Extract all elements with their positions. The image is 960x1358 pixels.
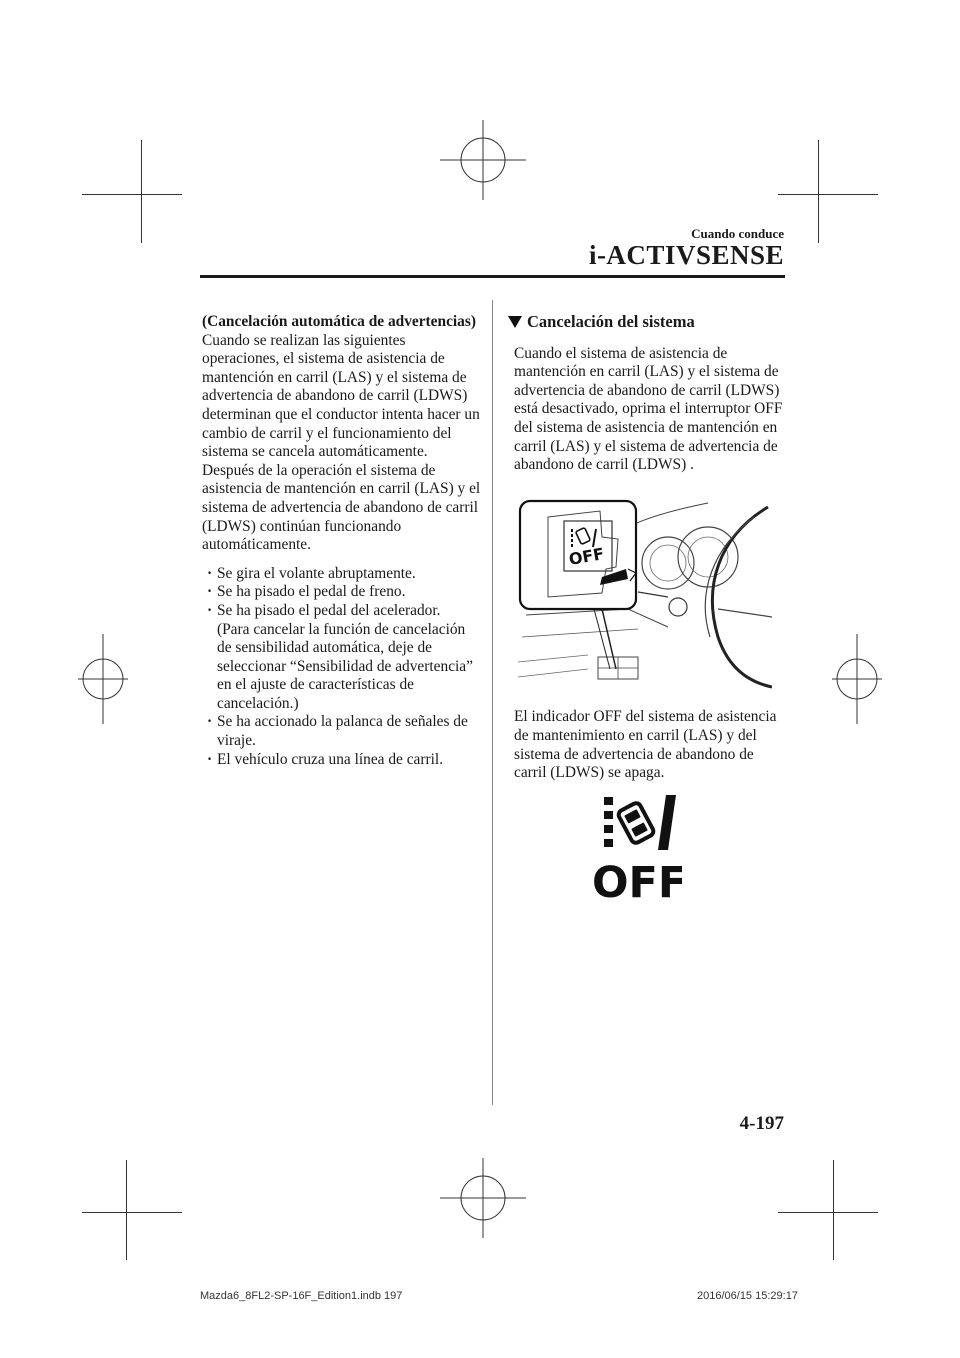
registration-mark-right — [832, 634, 882, 724]
list-item-note: (Para cancelar la función de cancelación de sensibilidad automática, deje de seleccionar “Sensibilidad de advertencia” en el ajuste de características de cancelación.) — [217, 620, 473, 712]
registration-mark-bottom — [440, 1158, 526, 1238]
list-item: · El vehículo cruza una línea de carril. — [206, 751, 482, 770]
list-item-text: Se ha pisado el pedal del acelerador. — [217, 601, 441, 619]
intro-paragraph: Cuando se realizan las siguientes operaciones, el sistema de asistencia de mantención en carril (LAS) y el sistema de advertencia de abandono de carril (LDWS) determinan que el conductor intenta hacer un cambio de carril y el funcionamiento del sistema se cancela automáticamente. Después de la operación el sistema de asistencia de mantención en carril (LAS) y el sistema de advertencia de abandono de carril (LDWS) continúan funcionando automáticamente. — [202, 331, 481, 554]
footer-file-info: Mazda6_8FL2-SP-16F_Edition1.indb 197 — [200, 1290, 403, 1302]
triangle-marker-icon — [508, 316, 522, 328]
lane-keep-off-indicator-icon — [586, 795, 682, 901]
subheading-auto-cancel: (Cancelación automática de advertencias) — [202, 313, 476, 330]
registration-mark-top — [440, 120, 526, 200]
column-divider — [492, 300, 493, 1105]
cancel-paragraph: Cuando el sistema de asistencia de mantención en carril (LAS) y el sistema de advertencia de abandono de carril (LDWS) está desactivado, oprima el interruptor OFF del sistema de asistencia de mantención en carril (LAS) y el sistema de advertencia de abandono de carril (LDWS) . — [514, 344, 783, 474]
list-item: · Se ha pisado el pedal de freno. — [206, 583, 482, 602]
header-rule — [200, 275, 785, 278]
list-item: · Se gira el volante abruptamente. — [206, 565, 482, 584]
indicator-paragraph: El indicador OFF del sistema de asistencia de mantenimiento en carril (LAS) y del sistema de advertencia de abandono de carril (LDWS) se apaga. — [514, 708, 777, 782]
registration-mark-left — [78, 634, 128, 724]
header-title: i-ACTIVSENSE — [588, 240, 784, 270]
dashboard-switch-illustration — [518, 497, 772, 691]
section-heading-text: Cancelación del sistema — [527, 312, 695, 331]
section-heading — [508, 313, 790, 332]
indicator-off-label: OFF — [592, 857, 682, 901]
operations-list — [206, 565, 482, 770]
page-number: 4-197 — [739, 1113, 784, 1134]
list-item — [206, 602, 482, 714]
header-section-label: Cuando conduce — [691, 226, 784, 241]
footer-date-info: 2016/06/15 15:29:17 — [697, 1290, 798, 1302]
switch-off-label: OFF — [567, 543, 606, 569]
list-item: · Se ha accionado la palanca de señales de viraje. — [206, 713, 482, 750]
right-column — [514, 313, 790, 906]
left-column — [202, 313, 482, 769]
